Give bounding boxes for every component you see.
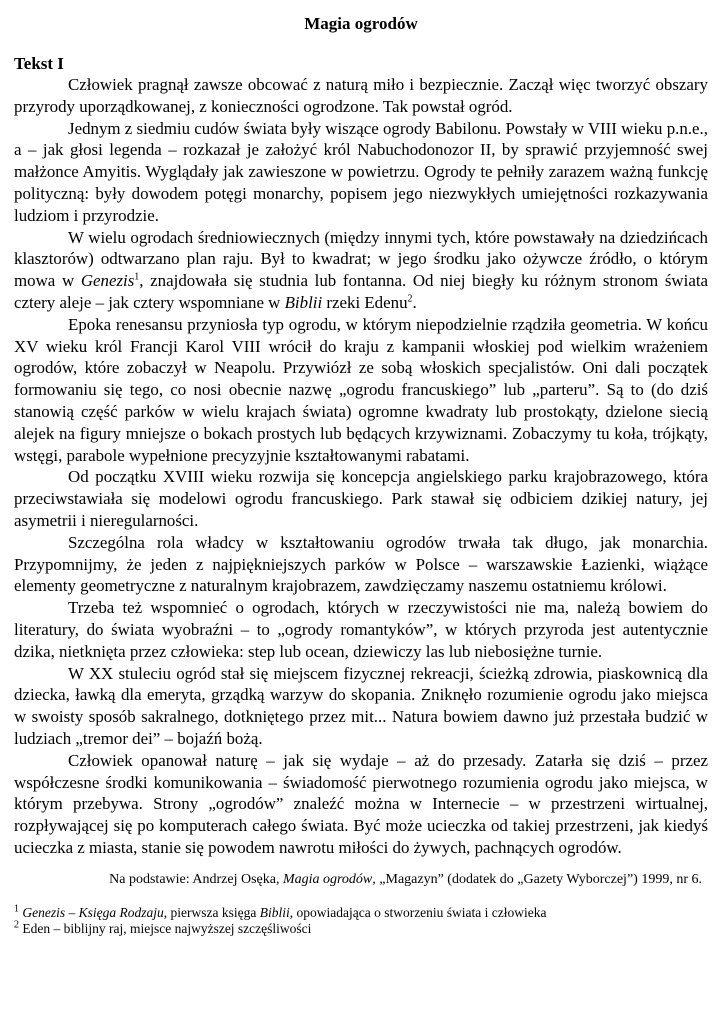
paragraph-8: W XX stuleciu ogród stał się miejscem fizycznej rekreacji, ścieżką zdrowia, piaskownicą dla dziecka, ławką dla emeryta, grządką warzyw do skopania. Zniknęło rozumienie ogrodu jako miejsca w swoisty sposób sakralnego, dotkniętego przez mit... Natura bowiem dawno już przestała budzić w ludziach „tremor dei” – bojaźń bożą.	[14, 663, 708, 748]
paragraph-3-text-b: , znajdowała się studnia lub fontanna. Od niej biegły ku różnym stronom świata cztery aleje – jak cztery wspomniane w	[14, 271, 709, 312]
paragraph-3-text-d: .	[412, 292, 417, 312]
footnote-2-number: 2	[14, 919, 19, 931]
paragraph-2: Jednym z siedmiu cudów świata były wiszące ogrody Babilonu. Powstały w VIII wieku p.n.e., a – jak głosi legenda – rozkazał je założyć król Nabuchodonozor II, by sprawić przyjemność swej małżonce Amyitis. Wyglądały jak zawieszone w powietrzu. Ogrody te pełniły zarazem ważną funkcję polityczną: były dowodem potęgi monarchy, popisem jego niezwykłych umiejętności rozkazywania ludziom i przyrodzie.	[14, 118, 708, 225]
footnotes	[14, 905, 708, 937]
genezis-term: Genezis	[80, 271, 135, 291]
biblii-term: Biblii	[284, 292, 323, 312]
paragraph-5: Od początku XVIII wieku rozwija się koncepcja angielskiego parku krajobrazowego, która przeciwstawiała się modelowi ogrodu francuskiego. Park stawał się odbiciem dzikiej natury, jej asymetrii i nieregularności.	[14, 467, 708, 530]
article-body	[14, 74, 708, 859]
footnote-2	[14, 921, 708, 937]
source-prefix: Na podstawie: Andrzej Osęka,	[109, 871, 283, 887]
footnote-2-text: Eden – biblijny raj, miejsce najwyższej szczęśliwości	[22, 920, 312, 936]
footnote-1-book: Księga Rodzaju	[78, 904, 164, 920]
source-work-title: Magia ogrodów	[282, 871, 373, 887]
paragraph-4: Epoka renesansu przyniosła typ ogrodu, w którym niepodzielnie rządziła geometria. W końcu XV wieku król Francji Karol VIII wrócił do kraju z kampanii włoskiej pod wielkim wrażeniem ogrodów, które zobaczył w Neapolu. Przywiózł ze sobą włoskich specjalistów. Oni dali początek formowaniu się tego, co nosi obecnie nazwę „ogrodu francuskiego” lub „parteru”. Są to (do dziś stanowią część parków w wielu krajach świata) ogromne kwadraty lub prostokąty, dzielone siecią alejek na figury mniejsze o bokach prostych lub będących krzywiznami. Zobaczymy tu koła, trójkąty, wstęgi, parabole wypełnione precyzyjnie kształtowanymi rabatami.	[14, 314, 708, 465]
footnote-1-number: 1	[14, 903, 19, 915]
document-title: Magia ogrodów	[304, 14, 418, 33]
document-page	[14, 14, 708, 937]
source-citation	[14, 871, 702, 889]
footnote-1-dash: –	[65, 904, 79, 920]
footnote-1-biblii: Biblii	[259, 904, 290, 920]
paragraph-3-text-a: W wielu ogrodach średniowiecznych (między innymi tych, które powstawały na dziedzińcach klasztorów) odtwarzano plan raju. Był to kwadrat; w jego środku jako ożywcze źródło, o którym mowa w	[14, 227, 708, 291]
paragraph-6: Szczególna rola władcy w kształtowaniu ogrodów trwała tak długo, jak monarchia. Przypomnijmy, że jeden z najpiękniejszych parków w Polsce – warszawskie Łazienki, wiążące elementy geometryczne z naturalnym krajobrazem, zawdzięczamy naszemu ostatniemu królowi.	[14, 532, 708, 596]
footnote-ref-1: 1	[134, 271, 140, 283]
paragraph-3-text-c: rzeki Edenu	[322, 292, 408, 312]
footnote-1	[14, 905, 708, 921]
footnote-1-term: Genezis	[22, 904, 66, 920]
footnote-1-mid: , pierwsza księga	[163, 904, 260, 920]
paragraph-9: Człowiek opanował naturę – jak się wydaje – aż do przesady. Zatarła się dziś – przez współczesne środki komunikowania – świadomość pierwotnego rozumienia ogrodu jako miejsca, w którym przebywa. Strony „ogrodów” znaleźć można w Internecie – w przestrzeni wirtualnej, rozpływającej się po komputerach całego świata. Być może ucieczka od takiej przestrzeni, jak kiedyś ucieczka z miasta, stanie się powodem nawrotu miłości do żywych, pachnących ogrodów.	[14, 750, 708, 857]
source-suffix: , „Magazyn” (dodatek do „Gazety Wyborczej”) 1999, nr 6.	[372, 871, 702, 887]
paragraph-1: Człowiek pragnął zawsze obcować z naturą miło i bezpiecznie. Zaczął więc tworzyć obszary przyrody uporządkowanej, z konieczności ogrodzone. Tak powstał ogród.	[14, 75, 708, 116]
paragraph-7: Trzeba też wspomnieć o ogrodach, których w rzeczywistości nie ma, należą bowiem do literatury, do świata wyobraźni – to „ogrody romantyków”, w których przyroda jest autentycznie dzika, nietknięta przez człowieka: step lub ocean, dziewiczy las lub niebosiężne turnie.	[14, 598, 708, 661]
section-heading: Tekst I	[14, 54, 64, 73]
paragraph-3	[14, 227, 708, 314]
footnote-ref-2: 2	[407, 293, 413, 305]
footnote-1-rest: , opowiadająca o stworzeniu świata i człowieka	[289, 904, 547, 920]
